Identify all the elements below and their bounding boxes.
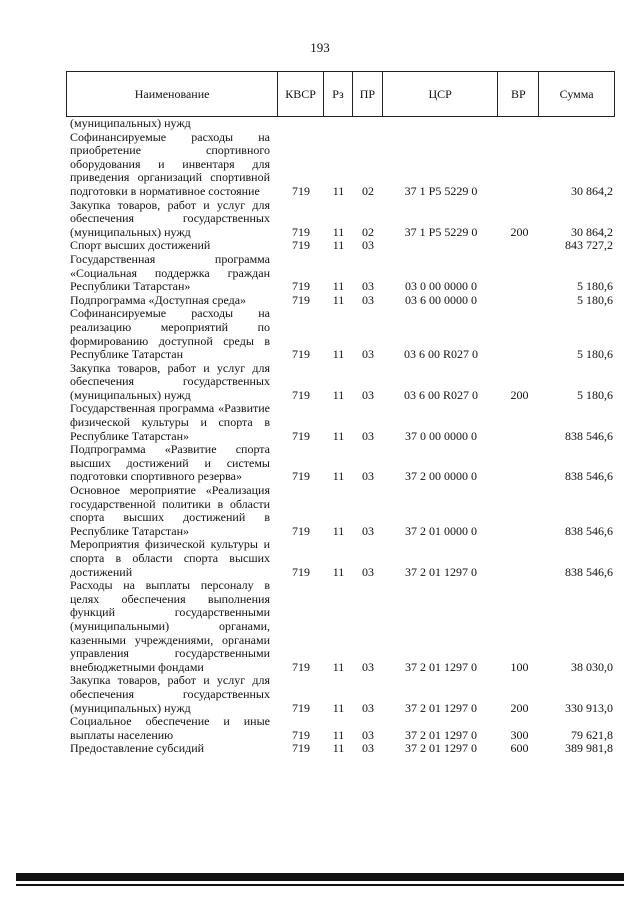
row-name: Закупка товаров, работ и услуг для обеспечения государственных (муниципальных) нужд — [70, 197, 270, 239]
row-kvsr: 719 — [292, 741, 310, 756]
row-rz: 11 — [332, 387, 345, 402]
row-sum: 838 546,6 — [565, 523, 613, 538]
header-csr: ЦСР — [383, 72, 499, 116]
table-row — [66, 294, 615, 308]
row-kvsr: 719 — [292, 238, 310, 253]
row-rz: 11 — [332, 727, 345, 742]
table-row — [66, 117, 615, 131]
row-name: Предоставление субсидий — [70, 741, 205, 756]
row-vr: 200 — [510, 387, 529, 402]
row-kvsr: 719 — [292, 700, 310, 715]
row-rz: 11 — [332, 183, 345, 198]
row-vr: 600 — [510, 741, 529, 756]
row-sum: 38 030,0 — [571, 659, 613, 674]
header-rz: Рз — [324, 72, 353, 116]
row-name: Мероприятия физической культуры и спорта в области спорта высших достижений — [70, 537, 270, 579]
row-pr: 03 — [362, 700, 374, 715]
row-sum: 838 546,6 — [565, 564, 613, 579]
row-rz: 11 — [332, 700, 345, 715]
row-kvsr: 719 — [292, 387, 310, 402]
table-row — [66, 362, 615, 403]
row-csr: 37 1 Р5 5229 0 — [404, 183, 478, 198]
row-sum: 843 727,2 — [565, 238, 613, 253]
row-kvsr: 719 — [292, 523, 310, 538]
row-name: Софинансируемые расходы на приобретение спортивного оборудования и инвентаря для приведения организаций спортивной подготовки в нормативное состояние — [70, 129, 270, 198]
row-name: Социальное обеспечение и иные выплаты населению — [70, 714, 270, 742]
row-name: Основное мероприятие «Реализация государственной политики в области спорта высших достижений в Республике Татарстан» — [70, 483, 270, 538]
row-name: Подпрограмма «Доступная среда» — [70, 292, 247, 307]
page-border-thick — [16, 873, 624, 881]
row-kvsr: 719 — [292, 428, 310, 443]
table-row — [66, 253, 615, 294]
table-row — [66, 239, 615, 253]
row-kvsr: 719 — [292, 279, 310, 294]
table-row — [66, 443, 615, 484]
row-pr: 03 — [362, 727, 374, 742]
row-pr: 03 — [362, 292, 374, 307]
row-sum: 838 546,6 — [565, 469, 613, 484]
row-csr: 37 2 01 1297 0 — [405, 659, 477, 674]
row-csr: 37 2 00 0000 0 — [405, 469, 477, 484]
table-row — [66, 402, 615, 443]
row-rz: 11 — [332, 292, 345, 307]
row-kvsr: 719 — [292, 469, 310, 484]
row-pr: 03 — [362, 279, 374, 294]
row-kvsr: 719 — [292, 347, 310, 362]
row-vr: 300 — [510, 727, 529, 742]
header-pr: ПР — [353, 72, 383, 116]
row-rz: 11 — [332, 224, 345, 239]
row-kvsr: 719 — [292, 659, 310, 674]
row-rz: 11 — [332, 659, 345, 674]
row-pr: 03 — [362, 469, 374, 484]
row-name: Государственная программа «Развитие физической культуры и спорта в Республике Татарстан» — [70, 401, 270, 443]
row-csr: 37 2 01 1297 0 — [405, 564, 477, 579]
row-csr: 03 6 00 R027 0 — [403, 347, 478, 362]
row-name: Закупка товаров, работ и услуг для обеспечения государственных (муниципальных) нужд — [70, 360, 270, 402]
row-name: (муниципальных) нужд — [70, 116, 191, 130]
table-body — [66, 117, 615, 756]
row-csr: 37 2 01 1297 0 — [405, 727, 477, 742]
row-rz: 11 — [332, 564, 345, 579]
row-pr: 03 — [362, 564, 374, 579]
row-pr: 03 — [362, 347, 374, 362]
table-row — [66, 307, 615, 361]
row-sum: 30 864,2 — [571, 183, 613, 198]
row-sum: 838 546,6 — [565, 428, 613, 443]
row-name: Закупка товаров, работ и услуг для обеспечения государственных (муниципальных) нужд — [70, 673, 270, 715]
row-sum: 5 180,6 — [577, 292, 613, 307]
row-csr: 37 2 01 0000 0 — [405, 523, 477, 538]
page-border-thin — [16, 884, 624, 886]
row-name: Софинансируемые расходы на реализацию мероприятий по формированию доступной среды в Республике Татарстан — [70, 306, 270, 362]
row-sum: 389 981,8 — [565, 741, 613, 756]
row-csr: 37 2 01 1297 0 — [405, 741, 477, 756]
row-pr: 03 — [362, 387, 374, 402]
table-row — [66, 538, 615, 579]
table-header — [66, 71, 615, 117]
row-csr: 37 1 Р5 5229 0 — [404, 224, 478, 239]
row-kvsr: 719 — [292, 183, 310, 198]
row-rz: 11 — [332, 279, 345, 294]
header-name: Наименование — [67, 72, 278, 116]
row-vr: 200 — [510, 700, 529, 715]
row-rz: 11 — [332, 523, 345, 538]
row-kvsr: 719 — [292, 292, 310, 307]
row-kvsr: 719 — [292, 727, 310, 742]
header-vr: ВР — [498, 72, 539, 116]
row-name: Подпрограмма «Развитие спорта высших достижений и системы подготовки спортивного резерва» — [70, 442, 270, 484]
row-rz: 11 — [332, 428, 345, 443]
row-csr: 37 0 00 0000 0 — [405, 428, 477, 443]
row-rz: 11 — [332, 469, 345, 484]
row-pr: 02 — [362, 224, 374, 239]
row-vr: 200 — [510, 224, 529, 239]
table-row — [66, 579, 615, 674]
table-row — [66, 742, 615, 756]
table-row — [66, 674, 615, 715]
page-number: 193 — [310, 40, 330, 55]
row-kvsr: 719 — [292, 224, 310, 239]
row-csr: 03 0 00 0000 0 — [405, 279, 477, 294]
row-name: Государственная программа «Социальная поддержка граждан Республики Татарстан» — [70, 251, 270, 294]
table-row — [66, 715, 615, 742]
row-name: Расходы на выплаты персоналу в целях обеспечения выполнения функций государственными (муниципальными) органами, казенными учреждениями, органами управления государственными внебюджетными фондами — [70, 578, 270, 674]
table-row — [66, 484, 615, 538]
row-vr: 100 — [510, 659, 529, 674]
header-kvsr: КВСР — [278, 72, 324, 116]
row-pr: 03 — [362, 523, 374, 538]
row-csr: 03 6 00 0000 0 — [405, 292, 477, 307]
row-rz: 11 — [332, 741, 345, 756]
row-sum: 5 180,6 — [577, 347, 613, 362]
row-sum: 79 621,8 — [571, 727, 613, 742]
row-pr: 02 — [362, 183, 374, 198]
row-pr: 03 — [362, 238, 374, 253]
row-sum: 330 913,0 — [565, 700, 613, 715]
row-name: Спорт высших достижений — [70, 238, 211, 253]
table-row — [66, 131, 615, 199]
row-pr: 03 — [362, 741, 374, 756]
row-csr: 03 6 00 R027 0 — [403, 387, 478, 402]
row-pr: 03 — [362, 659, 374, 674]
row-pr: 03 — [362, 428, 374, 443]
row-sum: 5 180,6 — [577, 387, 613, 402]
row-rz: 11 — [332, 238, 345, 253]
budget-table — [66, 71, 615, 756]
header-sum: Сумма — [559, 86, 594, 101]
row-rz: 11 — [332, 347, 345, 362]
row-sum: 30 864,2 — [571, 224, 613, 239]
row-csr: 37 2 01 1297 0 — [405, 700, 477, 715]
row-kvsr: 719 — [292, 564, 310, 579]
table-row — [66, 199, 615, 240]
row-sum: 5 180,6 — [577, 279, 613, 294]
